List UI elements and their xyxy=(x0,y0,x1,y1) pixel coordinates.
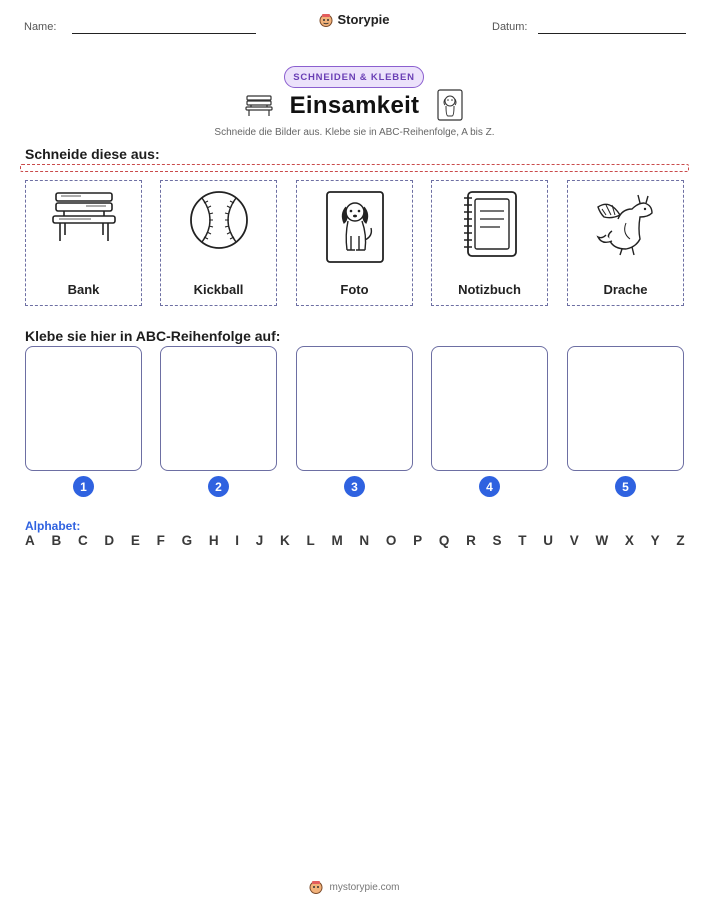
alphabet-letter: L xyxy=(306,533,315,548)
brand-name: Storypie xyxy=(337,12,390,27)
date-line[interactable] xyxy=(538,33,686,34)
photo-dog-icon xyxy=(437,89,463,121)
paste-slot-4[interactable] xyxy=(431,346,548,471)
alphabet-letter: G xyxy=(181,533,193,548)
dragon-icon xyxy=(592,189,660,257)
alphabet-letter: K xyxy=(280,533,290,548)
slot-number: 3 xyxy=(344,476,365,497)
alphabet-label: Alphabet: xyxy=(25,519,81,533)
alphabet-letter: J xyxy=(255,533,264,548)
alphabet-letter: H xyxy=(208,533,219,548)
storypie-logo-icon xyxy=(309,880,323,894)
slot-number: 4 xyxy=(479,476,500,497)
cut-card-notizbuch[interactable] xyxy=(431,180,548,306)
alphabet-letter: Z xyxy=(676,533,685,548)
alphabet-letter: T xyxy=(518,533,527,548)
cut-label: Kickball xyxy=(193,282,244,297)
alphabet-letter: Q xyxy=(438,533,450,548)
alphabet-letter: C xyxy=(77,533,88,548)
paste-heading: Klebe sie hier in ABC-Reihenfolge auf: xyxy=(25,328,281,344)
slot-number: 2 xyxy=(208,476,229,497)
footer xyxy=(0,880,709,899)
cut-heading: Schneide diese aus: xyxy=(25,146,160,162)
alphabet-letter: V xyxy=(569,533,579,548)
name-line[interactable] xyxy=(72,33,256,34)
paste-slot-1[interactable] xyxy=(25,346,142,471)
alphabet-letter: D xyxy=(104,533,115,548)
cut-label: Bank xyxy=(67,282,100,297)
alphabet-letter: F xyxy=(156,533,165,548)
date-label: Datum: xyxy=(492,21,528,33)
alphabet-letter: M xyxy=(331,533,343,548)
cut-card-foto[interactable] xyxy=(296,180,413,306)
alphabet-letter: A xyxy=(25,533,35,548)
alphabet-letter: O xyxy=(385,533,397,548)
cut-card-drache[interactable] xyxy=(567,180,684,306)
slot-number: 5 xyxy=(615,476,636,497)
alphabet-letter: N xyxy=(359,533,370,548)
bench-icon xyxy=(51,189,117,245)
alphabet-letter: E xyxy=(130,533,140,548)
alphabet-letter: I xyxy=(235,533,240,548)
alphabet-letter: B xyxy=(51,533,62,548)
paste-slot-3[interactable] xyxy=(296,346,413,471)
alphabet-letter: Y xyxy=(650,533,660,548)
alphabet-letter: U xyxy=(543,533,553,548)
instructions: Schneide die Bilder aus. Klebe sie in ABC-Reihenfolge, A bis Z. xyxy=(214,127,495,138)
notebook-icon xyxy=(460,189,520,259)
alphabet-letter: W xyxy=(595,533,609,548)
alphabet-letter: P xyxy=(413,533,423,548)
alphabet-row xyxy=(25,533,685,548)
cut-line xyxy=(20,164,689,172)
brand-header xyxy=(0,12,709,32)
page-title: Einsamkeit xyxy=(289,92,420,119)
activity-badge: SCHNEIDEN & KLEBEN xyxy=(284,66,424,88)
cut-label: Drache xyxy=(603,282,648,297)
cut-label: Foto xyxy=(340,282,369,297)
ball-icon xyxy=(188,189,250,251)
slot-number: 1 xyxy=(73,476,94,497)
footer-site[interactable]: mystorypie.com xyxy=(329,881,400,893)
alphabet-letter: S xyxy=(492,533,502,548)
paste-slot-5[interactable] xyxy=(567,346,684,471)
cut-label: Notizbuch xyxy=(458,282,521,297)
photo-dog-icon xyxy=(325,190,385,264)
storypie-logo-icon xyxy=(319,13,333,27)
paste-slot-2[interactable] xyxy=(160,346,277,471)
name-label: Name: xyxy=(24,21,57,33)
alphabet-letter: R xyxy=(466,533,476,548)
cut-card-kickball[interactable] xyxy=(160,180,277,306)
alphabet-letter: X xyxy=(624,533,634,548)
cut-card-bank[interactable] xyxy=(25,180,142,306)
